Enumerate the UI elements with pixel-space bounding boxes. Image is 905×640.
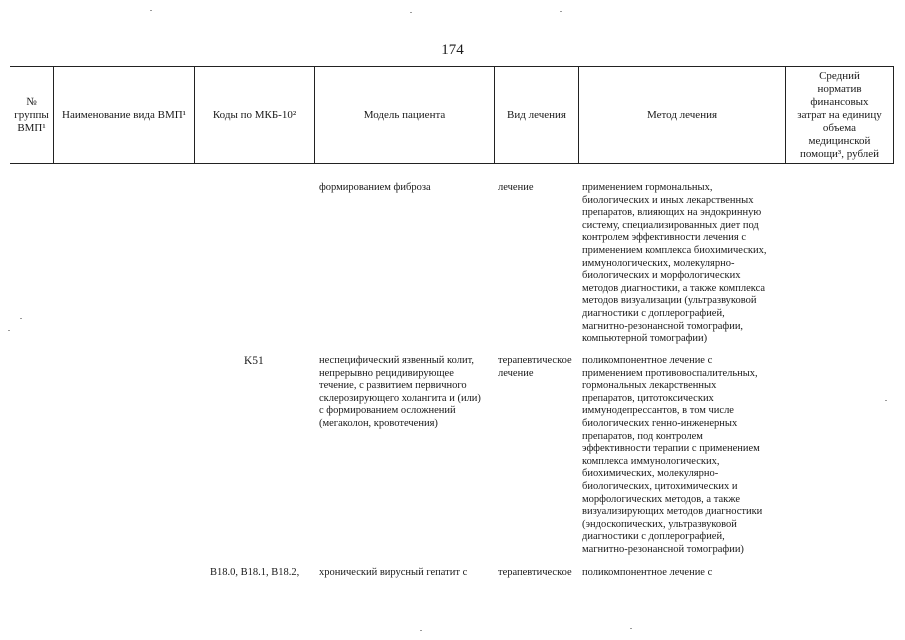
scan-speck <box>420 630 422 631</box>
row-2-icd-code: K51 <box>244 355 264 367</box>
header-icd-codes: Коды по МКБ-10² <box>212 108 297 121</box>
scan-speck <box>150 10 152 11</box>
scan-speck <box>20 318 22 319</box>
table-header <box>10 66 894 164</box>
scan-speck <box>560 11 562 12</box>
row-3-icd-codes: B18.0, B18.1, B18.2, <box>210 567 300 578</box>
scan-speck <box>410 12 412 13</box>
scan-speck <box>630 628 632 629</box>
header-patient-model: Модель пациента <box>363 108 446 121</box>
header-group-no: № группы ВМП¹ <box>14 95 49 134</box>
header-treatment-method: Метод лечения <box>646 108 718 121</box>
row-2-treatment-type: терапевтическое лечение <box>498 355 572 379</box>
row-2-treatment-method: поликомпонентное лечение с применением противовоспалительных, гормональных лекарственных препаратов, цитотоксических иммунодепрессантов, в том числе биологических генно-инженерных препаратов, под контролем эффективности терапии с применением комплекса иммунологических, биохимических, молекулярно- биологических, цитохимических и морфологических методов, а также визуализирующих методов диагностики (эндоскопических, ультразвуковой диагностики с доплерографией, магнитно-резонансной томографии) <box>582 355 763 555</box>
row-3-treatment-method: поликомпонентное лечение с <box>582 567 713 578</box>
header-treatment-type: Вид лечения <box>507 108 566 121</box>
scan-speck <box>8 330 10 331</box>
row-3-patient-model: хронический вирусный гепатит с <box>319 567 468 578</box>
row-1-treatment-method: применением гормональных, биологических и иных лекарственных препаратов, влияющих на эндокринную систему, специализированных диет под контролем эффективности лечения с применением комплекса биохимических, иммунологических, молекулярно- биологических и морфологических методов диагностики, а также комплекса методов визуализации (ультразвуковой диагностики с доплерографией, магнитно-резонансной томографии, компьютерной томографии) <box>582 182 767 345</box>
row-3-treatment-type: терапевтическое <box>498 567 572 578</box>
row-2-patient-model: неспецифический язвенный колит, непрерывно рецидивирующее течение, с развитием первичного склерозирующего холангита и (или) с формированием осложнений (мегаколон, кровотечения) <box>319 355 481 429</box>
page-number: 174 <box>441 42 464 58</box>
row-1-treatment-type: лечение <box>498 182 534 193</box>
header-cost-norm: Средний норматив финансовых затрат на единицу объема медицинской помощи³, рублей <box>797 69 882 160</box>
header-vmp-name: Наименование вида ВМП¹ <box>62 108 186 121</box>
scan-speck <box>885 400 887 401</box>
column-divider <box>893 66 894 164</box>
row-1-patient-model: формированием фиброза <box>319 182 431 193</box>
